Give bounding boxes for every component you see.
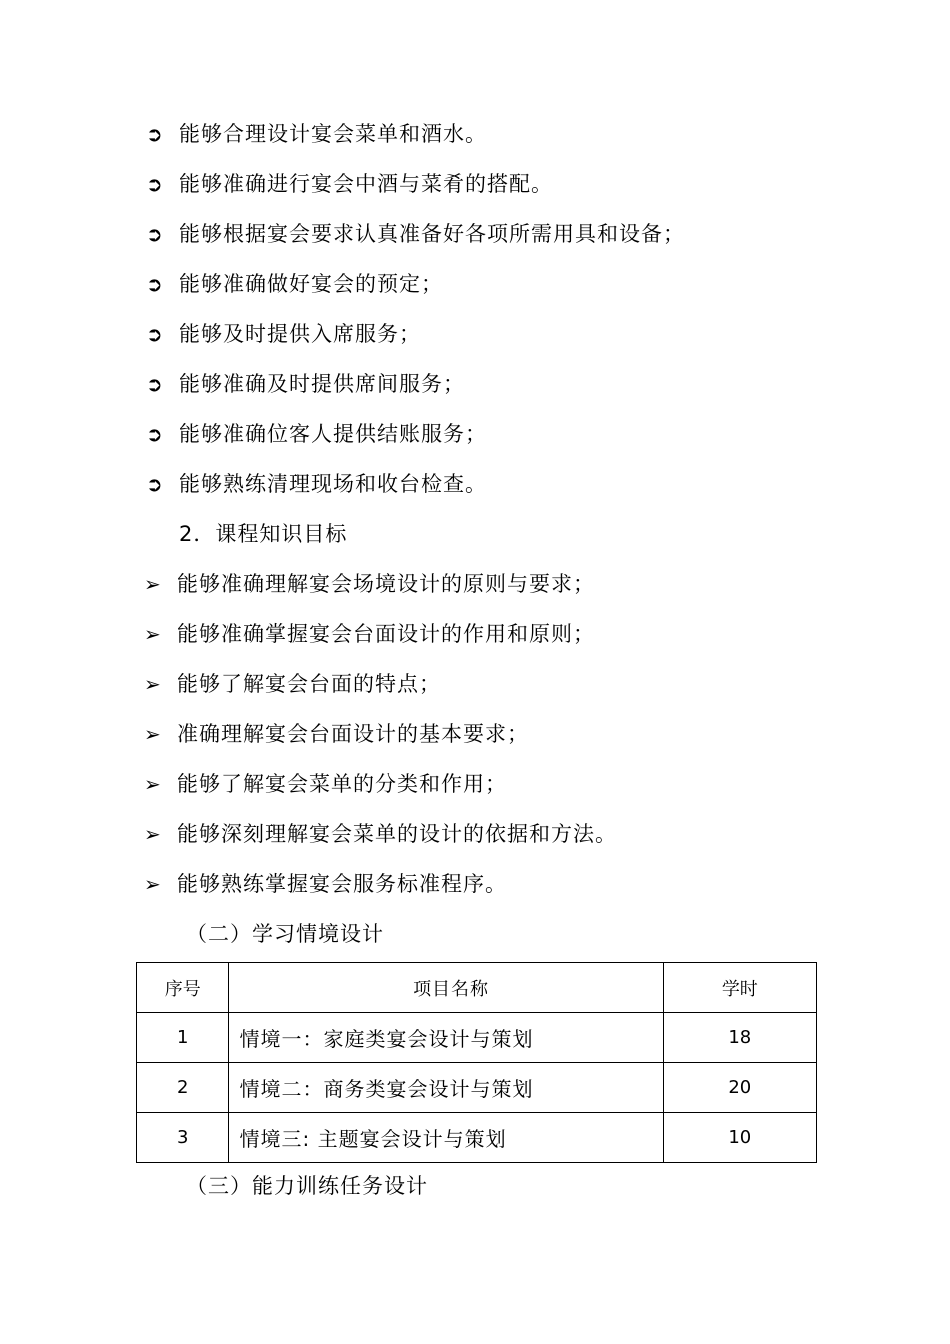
bullet-arrowhead-icon: ➢ xyxy=(144,772,161,796)
bullet-arrow-icon: ➲ xyxy=(146,272,163,296)
bullet-arrowhead-icon: ➢ xyxy=(144,672,161,696)
list-item: 能够准确位客人提供结账服务； xyxy=(179,422,487,446)
bullet-arrowhead-icon: ➢ xyxy=(144,572,161,596)
knowledge-heading: 2．课程知识目标 xyxy=(179,522,348,546)
bullet-arrowhead-icon: ➢ xyxy=(144,722,161,746)
table-row xyxy=(137,1013,817,1063)
list-item: 能够熟练清理现场和收台检查。 xyxy=(179,472,487,496)
cell-hours: 10 xyxy=(663,1113,816,1163)
section-heading-task-design: （三）能力训练任务设计 xyxy=(186,1174,428,1198)
header-cell-project-name: 项目名称 xyxy=(229,963,663,1013)
bullet-arrow-icon: ➲ xyxy=(146,322,163,346)
table-header-row xyxy=(137,963,817,1013)
bullet-arrow-icon: ➲ xyxy=(146,222,163,246)
section-heading-situation-design: （二）学习情境设计 xyxy=(186,922,384,946)
bullet-arrowhead-icon: ➢ xyxy=(144,622,161,646)
situation-table xyxy=(136,962,817,1163)
bullet-arrow-icon: ➲ xyxy=(146,472,163,496)
cell-project-name: 情境一：家庭类宴会设计与策划 xyxy=(229,1013,663,1063)
header-cell-index: 序号 xyxy=(137,963,229,1013)
cell-index: 3 xyxy=(137,1113,229,1163)
cell-index: 2 xyxy=(137,1063,229,1113)
cell-hours: 18 xyxy=(663,1013,816,1063)
list-item: 能够准确掌握宴会台面设计的作用和原则； xyxy=(177,622,595,646)
bullet-arrowhead-icon: ➢ xyxy=(144,872,161,896)
list-item: 能够了解宴会菜单的分类和作用； xyxy=(177,772,507,796)
list-item: 能够准确理解宴会场境设计的原则与要求； xyxy=(177,572,595,596)
list-item: 能够准确进行宴会中酒与菜肴的搭配。 xyxy=(179,172,553,196)
table-row xyxy=(137,1113,817,1163)
cell-project-name: 情境三: 主题宴会设计与策划 xyxy=(229,1113,663,1163)
list-item: 能够根据宴会要求认真准备好各项所需用具和设备； xyxy=(179,222,685,246)
list-item: 能够熟练掌握宴会服务标准程序。 xyxy=(177,872,507,896)
list-item: 能够合理设计宴会菜单和酒水。 xyxy=(179,122,487,146)
bullet-arrowhead-icon: ➢ xyxy=(144,822,161,846)
bullet-arrow-icon: ➲ xyxy=(146,122,163,146)
list-item: 能够了解宴会台面的特点； xyxy=(177,672,441,696)
list-item: 能够及时提供入席服务； xyxy=(179,322,421,346)
cell-project-name: 情境二：商务类宴会设计与策划 xyxy=(229,1063,663,1113)
list-item: 准确理解宴会台面设计的基本要求； xyxy=(177,722,529,746)
list-item: 能够深刻理解宴会菜单的设计的依据和方法。 xyxy=(177,822,617,846)
table-row xyxy=(137,1063,817,1113)
bullet-arrow-icon: ➲ xyxy=(146,172,163,196)
bullet-arrow-icon: ➲ xyxy=(146,422,163,446)
bullet-arrow-icon: ➲ xyxy=(146,372,163,396)
list-item: 能够准确及时提供席间服务； xyxy=(179,372,465,396)
cell-hours: 20 xyxy=(663,1063,816,1113)
cell-index: 1 xyxy=(137,1013,229,1063)
list-item: 能够准确做好宴会的预定； xyxy=(179,272,443,296)
header-cell-hours: 学时 xyxy=(663,963,816,1013)
